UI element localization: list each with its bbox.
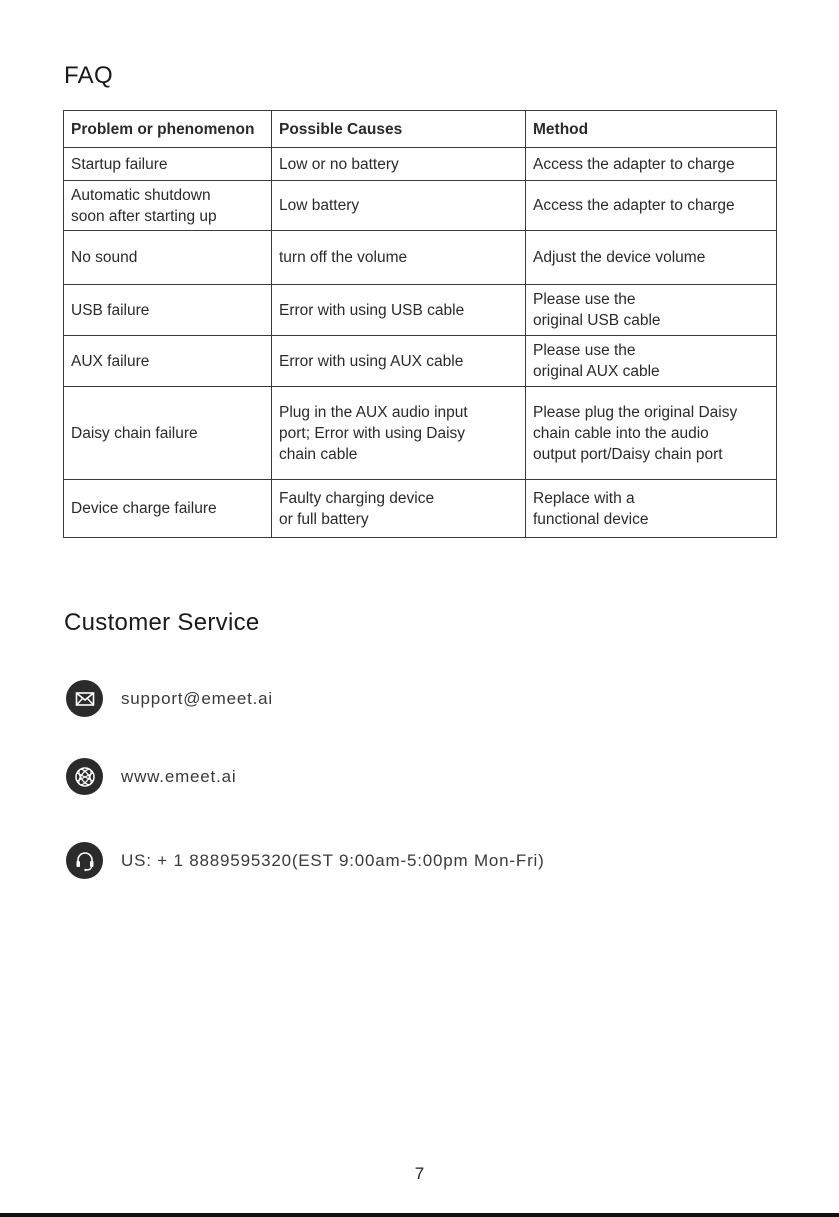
method-cell: Please plug the original Daisy chain cable into the audio output port/Daisy chain port [526,387,777,480]
column-header-causes: Possible Causes [272,111,526,148]
problem-cell: Device charge failure [64,480,272,538]
method-cell: Adjust the device volume [526,231,777,285]
table-row [64,285,777,336]
cause-cell: Error with using USB cable [272,285,526,336]
problem-cell: USB failure [64,285,272,336]
problem-cell: Daisy chain failure [64,387,272,480]
table-row [64,181,777,231]
cause-cell: Faulty charging device or full battery [272,480,526,538]
website-link[interactable]: www.emeet.ai [121,766,237,786]
page-number: 7 [414,1164,425,1183]
bottom-divider [0,1213,839,1217]
contact-website [66,758,236,795]
cause-cell: Error with using AUX cable [272,336,526,387]
globe-icon [66,758,103,795]
method-cell: Access the adapter to charge [526,181,777,231]
faq-table [63,110,777,538]
problem-cell: AUX failure [64,336,272,387]
table-row [64,336,777,387]
method-cell: Please use the original AUX cable [526,336,777,387]
table-row [64,387,777,480]
problem-cell: Automatic shutdown soon after starting up [64,181,272,231]
method-cell: Please use the original USB cable [526,285,777,336]
problem-cell: Startup failure [64,148,272,181]
table-row [64,231,777,285]
method-cell: Replace with a functional device [526,480,777,538]
column-header-problem: Problem or phenomenon [64,111,272,148]
method-cell: Access the adapter to charge [526,148,777,181]
table-row [64,480,777,538]
problem-cell: No sound [64,231,272,285]
mail-icon [66,680,103,717]
column-header-method: Method [526,111,777,148]
faq-header-row [64,111,777,148]
email-address-link[interactable]: support@emeet.ai [121,688,273,708]
faq-title: FAQ [64,62,113,89]
cause-cell: Plug in the AUX audio input port; Error with using Daisy chain cable [272,387,526,480]
phone-number[interactable]: US: + 1 8889595320(EST 9:00am-5:00pm Mon-Fri) [121,850,545,870]
table-row [64,148,777,181]
cause-cell: Low or no battery [272,148,526,181]
contact-email [66,680,273,717]
contact-phone [66,842,545,879]
customer-service-title: Customer Service [64,609,260,636]
headset-icon [66,842,103,879]
cause-cell: turn off the volume [272,231,526,285]
cause-cell: Low battery [272,181,526,231]
